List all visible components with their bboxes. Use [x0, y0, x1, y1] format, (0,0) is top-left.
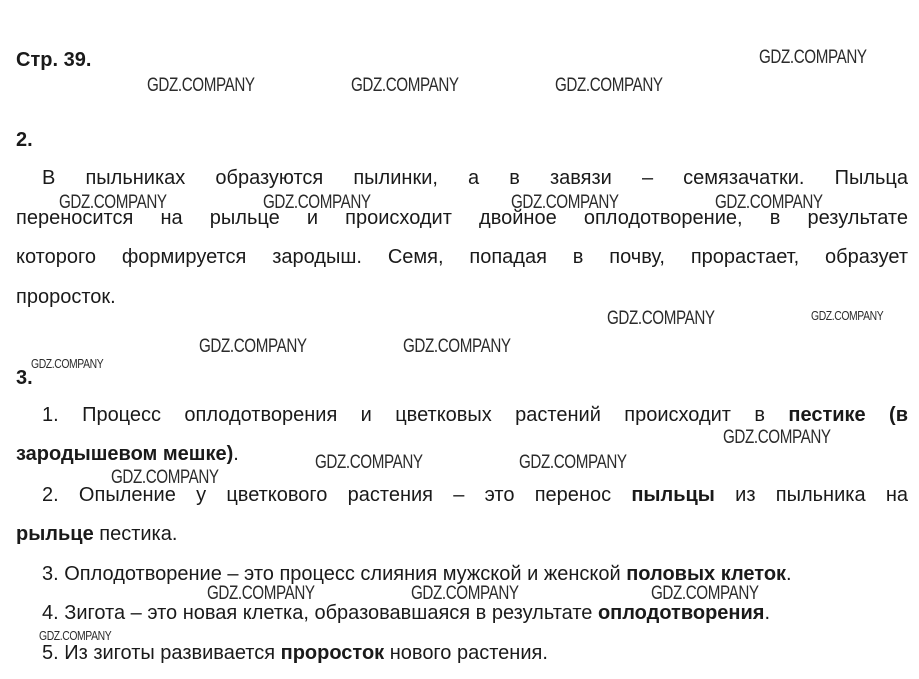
item-4-bold: оплодотворения	[597, 602, 765, 624]
item-2-bold-1: пыльцы	[631, 484, 715, 506]
watermark: GDZ.COMPANY	[519, 452, 627, 473]
watermark: GDZ.COMPANY	[715, 192, 823, 213]
watermark: GDZ.COMPANY	[315, 452, 423, 473]
section-2-line-3: которого формируется зародыш. Семя, попадая в почву, прорастает, образует	[16, 246, 908, 268]
section-2-number: 2.	[16, 129, 33, 151]
item-4-text-2: .	[764, 602, 771, 624]
watermark: GDZ.COMPANY	[411, 583, 519, 604]
page-reference: Стр. 39.	[16, 49, 92, 71]
section-2-line-1: В пыльниках образуются пылинки, а в завязи – семязачатки. Пыльца	[42, 167, 908, 189]
watermark: GDZ.COMPANY	[147, 75, 255, 96]
item-5-line	[42, 641, 548, 665]
section-2-line-4: проросток.	[16, 286, 116, 308]
item-1-bold: пестике (в	[788, 404, 908, 426]
item-2-line-2	[16, 522, 177, 546]
item-3-text-1: 3. Оплодотворение – это процесс слияния мужской и женской	[42, 563, 627, 585]
item-2-bold-2: рыльце	[16, 523, 94, 545]
watermark: GDZ.COMPANY	[39, 628, 112, 643]
watermark: GDZ.COMPANY	[723, 427, 831, 448]
watermark: GDZ.COMPANY	[351, 75, 459, 96]
item-5-text-2: нового растения.	[384, 642, 548, 664]
item-2-text-2: из пыльника на	[714, 484, 908, 506]
item-2-text-3: пестика.	[93, 523, 178, 545]
watermark: GDZ.COMPANY	[59, 192, 167, 213]
watermark: GDZ.COMPANY	[263, 192, 371, 213]
watermark: GDZ.COMPANY	[199, 336, 307, 357]
item-1-end: .	[233, 443, 239, 465]
item-5-bold: проросток	[280, 642, 385, 664]
section-2-line-2: переносится на рыльце и происходит двойное оплодотворение, в результате	[16, 207, 908, 229]
item-1-bold-2: зародышевом мешке)	[16, 443, 234, 465]
item-1-line-1	[42, 403, 908, 427]
watermark: GDZ.COMPANY	[31, 356, 104, 371]
watermark: GDZ.COMPANY	[207, 583, 315, 604]
item-4-text-1: 4. Зигота – это новая клетка, образовавшаяся в результате	[42, 602, 598, 624]
watermark: GDZ.COMPANY	[759, 47, 867, 68]
item-2-text-1: 2. Опыление у цветкового растения – это перенос	[42, 484, 632, 506]
item-3-text-2: .	[786, 563, 792, 585]
watermark: GDZ.COMPANY	[651, 583, 759, 604]
item-5-text-1: 5. Из зиготы развивается	[42, 642, 281, 664]
watermark: GDZ.COMPANY	[111, 467, 219, 488]
item-1-line-2	[16, 442, 239, 466]
item-1-text: 1. Процесс оплодотворения и цветковых растений происходит в	[42, 404, 789, 426]
watermark: GDZ.COMPANY	[811, 308, 884, 323]
watermark: GDZ.COMPANY	[511, 192, 619, 213]
watermark: GDZ.COMPANY	[403, 336, 511, 357]
item-3-bold: половых клеток	[626, 563, 787, 585]
watermark: GDZ.COMPANY	[555, 75, 663, 96]
watermark: GDZ.COMPANY	[607, 308, 715, 329]
section-3-number: 3.	[16, 367, 33, 389]
